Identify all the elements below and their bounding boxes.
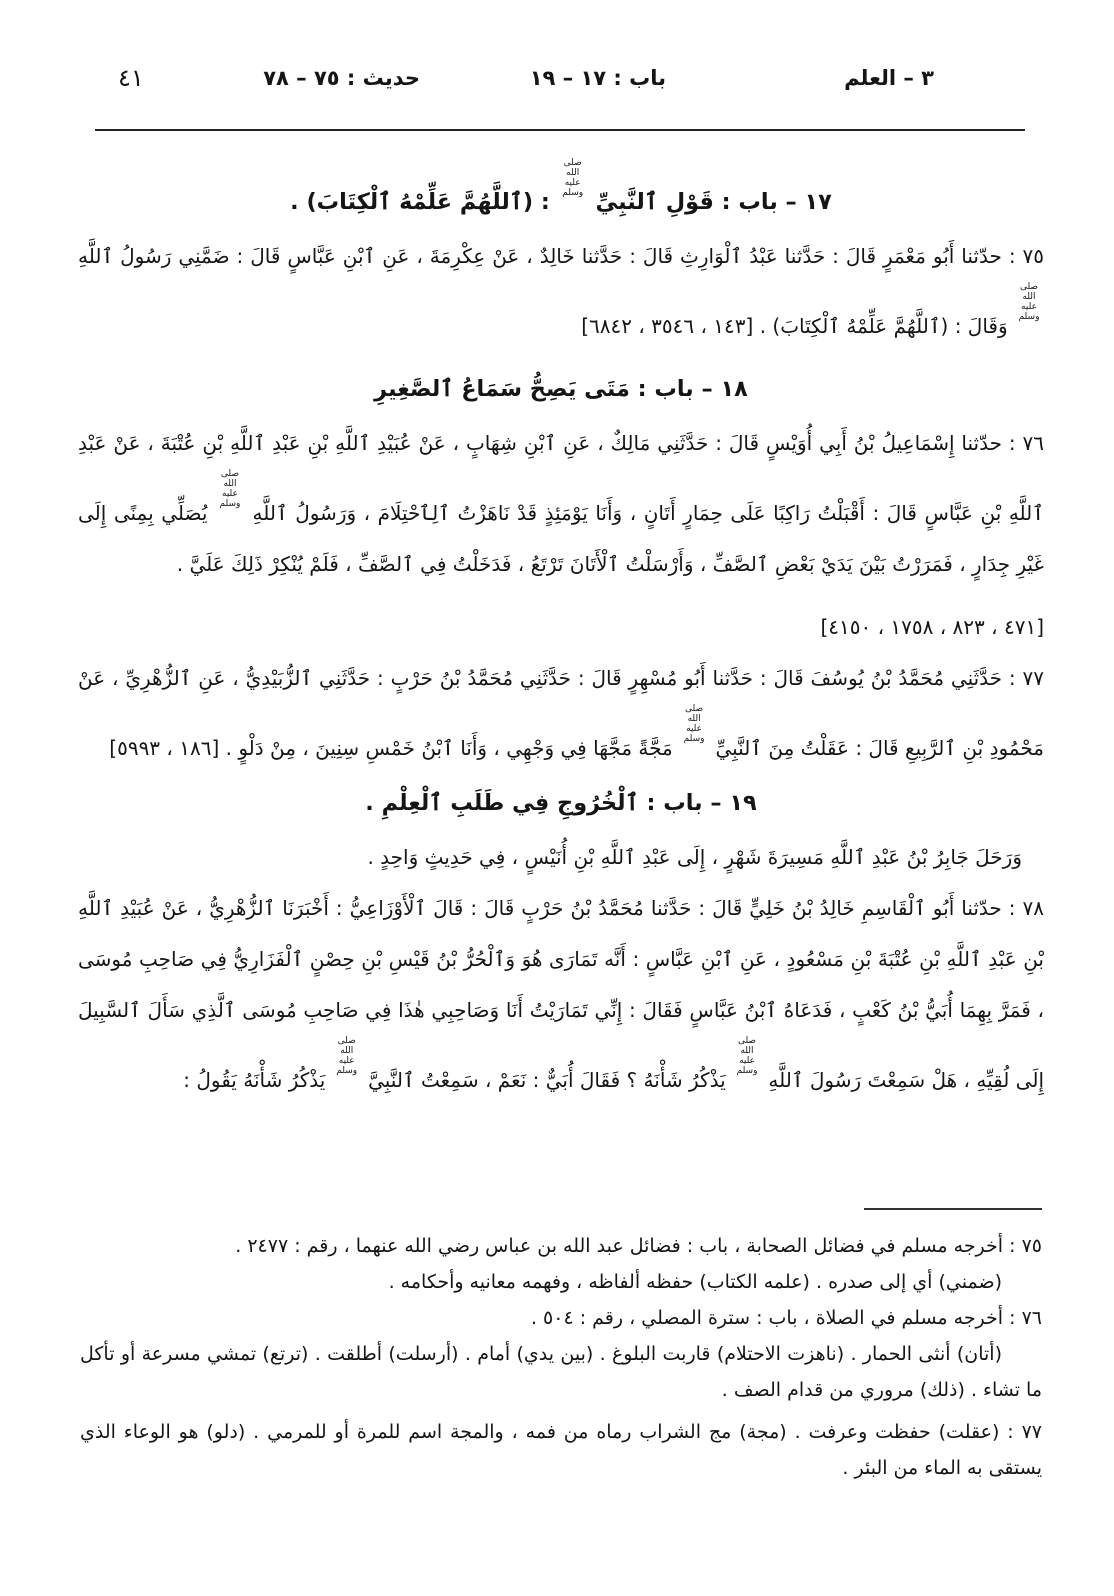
- hadith-references: [١٤٣ ، ٣٥٤٦ ، ٦٨٤٢]: [581, 314, 754, 338]
- bab-number: ١٨ – باب :: [637, 376, 748, 402]
- bab-title: [374, 376, 630, 402]
- footnotes: [80, 1228, 1042, 1486]
- footnote-rule: [864, 1208, 1042, 1210]
- main-text: [78, 158, 1044, 1106]
- footnote-77: [80, 1414, 1042, 1486]
- hadith-76: [78, 418, 1044, 590]
- hadith-number: ٧٨ :: [1008, 896, 1044, 920]
- footnote-number: ٧٦ :: [1009, 1307, 1042, 1329]
- text-run: : (ٱللَّهُمَّ عَلِّمْهُ ٱلْكِتَابَ) .: [290, 189, 558, 215]
- bab-title: [290, 158, 714, 215]
- text-run: حَدَّثَنِي مُحَمَّدُ بْنُ يُوسُفَ قَالَ : حَدَّثنا أَبُو مُسْهِرٍ قَالَ : حَدَّثَنِي مُحَمَّدُ بْنُ حَرْبٍ : حَدَّثَنِي ٱلزُّبَيْدِيُّ ، عَنِ ٱلزُّهْرِيِّ ، عَنْ مَحْمُودِ بْنِ ٱلرَّبِيعِ قَالَ : عَقَلْتُ مِنَ ٱلنَّبِيِّ: [78, 666, 1044, 760]
- hadith-78: [78, 883, 1044, 1106]
- text-run: يَذْكُرُ شَأْنَهُ يَقُولُ :: [183, 1068, 332, 1092]
- footnote-text: أخرجه مسلم في الصلاة ، باب : سترة المصلي ، رقم : ٥٠٤ .: [530, 1307, 1004, 1329]
- text-run: حدّثنا أَبُو ٱلْقَاسِمِ خَالِدُ بْنُ خَلِيٍّ قَالَ : حَدَّثنا مُحَمَّدُ بْنُ حَرْبٍ قَالَ : قَالَ ٱلْأَوْزَاعِيُّ : أَخْبَرَنَا ٱلزُّهْرِيُّ ، عَنْ عُبَيْدِ ٱللَّهِ بْنِ عَبْدِ ٱللَّهِ بْنِ عُتْبَةَ بْنِ مَسْعُودٍ ، عَنِ ٱبْنِ عَبَّاسٍ : أَنَّه تَمَارَى هُوَ وَٱلْحُرُّ بْنُ قَيْسِ بْنِ حِصْنٍ ٱلْفَزَارِيُّ فِي صَاحِبِ مُوسَى ، فَمَرَّ بِهِمَا أُبَيُّ بْنُ كَعْبٍ ، فَدَعَاهُ ٱبْنُ عَبَّاسٍ فَقَالَ : إِنِّي تَمَارَيْتُ أَنَا وَصَاحِبِي هٰذَا فِي صَاحِبِ مُوسَى ٱلَّذِي سَأَلَ ٱلسَّبِيلَ إِلَى لُقِيِّهِ ، هَلْ سَمِعْتَ رَسُولَ ٱللَّهِ: [78, 896, 1044, 1092]
- hadith-number: ٧٦ :: [1008, 431, 1044, 455]
- salawat-mark: صلى الله عليه وسلم: [683, 704, 705, 744]
- bab-17-heading: [78, 158, 1044, 231]
- text-run: ٱلْخُرُوجِ فِي طَلَبِ ٱلْعِلْمِ .: [365, 790, 639, 816]
- bab-title: [365, 790, 638, 816]
- text-run: مَجَّةً مَجَّهَا فِي وَجْهِي ، وَأَنَا ٱبْنُ خَمْسِ سِنِينَ ، مِنْ دَلْوٍ .: [225, 736, 680, 760]
- footnote-number: ٧٥ :: [1009, 1235, 1042, 1257]
- running-header-hadith-range: حديث : ٧٥ – ٧٨: [263, 66, 420, 90]
- bab-number: ١٩ – باب :: [646, 790, 757, 816]
- text-run: يُصَلِّي بِمِنًى إِلَى غَيْرِ جِدَارٍ ، فَمَرَرْتُ بَيْنَ يَدَيْ بَعْضِ ٱلصَّفِّ ، وَأَرْسَلْتُ ٱلْأَتَانَ تَرْتَعُ ، فَدَخَلْتُ فِي ٱلصَّفِّ ، فَلَمْ يُنْكِرْ ذَلِكَ عَلَيَّ .: [78, 501, 1044, 576]
- salawat-mark: صلى الله عليه وسلم: [1018, 282, 1040, 322]
- hadith-number: ٧٧ :: [1008, 666, 1044, 690]
- hadith-text: [78, 896, 1044, 1092]
- hadith-number: ٧٥ :: [1008, 244, 1044, 268]
- text-run: مَتَى يَصِحُّ سَمَاعُ ٱلصَّغِيرِ: [374, 376, 630, 402]
- page-number: ٤١: [118, 64, 144, 92]
- hadith-references: [١٨٦ ، ٥٩٩٣]: [109, 736, 220, 760]
- footnote-76-gloss: (أتان) أنثى الحمار . (ناهزت الاحتلام) قاربت البلوغ . (بين يدي) أمام . (أرسلت) أطلقت . (ترتع) تمشي مسرعة أو تأكل ما تشاء . (ذلك) مروري من قدام الصف .: [80, 1343, 1042, 1401]
- salawat-mark: صلى الله عليه وسلم: [562, 158, 584, 198]
- text-run: وَقَالَ : (ٱللَّهُمَّ عَلِّمْهُ ٱلْكِتَابَ) .: [759, 314, 1014, 338]
- hadith-text: [78, 666, 1044, 760]
- footnote-76-source: [80, 1300, 1042, 1336]
- text-run: حدّثنا إِسْمَاعِيلُ بْنُ أَبِي أُوَيْسٍ قَالَ : حَدَّثَنِي مَالِكٌ ، عَنِ ٱبْنِ شِهَابٍ ، عَنْ عُبَيْدِ ٱللَّهِ بْنِ عَبْدِ ٱللَّهِ بْنِ عُتْبَةَ ، عَنْ عَبْدِ ٱللَّهِ بْنِ عَبَّاسٍ قَالَ : أَقْبَلْتُ رَاكِبًا عَلَى حِمَارٍ أَتَانٍ ، وَأَنَا يَوْمَئِذٍ قَدْ نَاهَزْتُ ٱلِٱحْتِلَامَ ، وَرَسُولُ ٱللَّهِ: [78, 431, 1044, 525]
- salawat-mark: صلى الله عليه وسلم: [336, 1036, 358, 1076]
- hadith-text: [78, 244, 1044, 338]
- hadith-76-references: [٤٧١ ، ٨٢٣ ، ١٧٥٨ ، ٤١٥٠]: [820, 615, 1044, 639]
- footnote-number: ٧٧ :: [1007, 1421, 1043, 1443]
- footnote-text: أخرجه مسلم في فضائل الصحابة ، باب : فضائل عبد الله بن عباس رضي الله عنهما ، رقم : ٢٤٧٧ .: [235, 1235, 1004, 1257]
- bab-number: ١٧ – باب :: [721, 189, 832, 215]
- hadith-text: [78, 431, 1044, 576]
- text-run: حدّثنا أَبُو مَعْمَرٍ قَالَ : حَدَّثنا عَبْدُ ٱلْوَارِثِ قَالَ : حَدَّثنا خَالِدٌ ، عَنْ عِكْرِمَةَ ، عَنِ ٱبْنِ عَبَّاسٍ قَالَ : ضَمَّنِي رَسُولُ ٱللَّهِ: [78, 244, 1002, 268]
- running-header-chapter: ٣ – العلم: [844, 66, 934, 90]
- text-run: قَوْلِ ٱلنَّبِيِّ: [587, 189, 714, 215]
- footnote-75-gloss: (ضمني) أي إلى صدره . (علمه الكتاب) حفظه ألفاظه ، وفهمه معانيه وأحكامه .: [388, 1271, 1002, 1293]
- footnote-text: (عقلت) حفظت وعرفت . (مجة) مج الشراب رماه من فمه ، والمجة اسم للمرة أو للمرمي . (دلو) هو الوعاء الذي يستقى به الماء من البئر .: [80, 1421, 1042, 1479]
- bab-19-heading: [78, 774, 1044, 832]
- hadith-75: [78, 231, 1044, 352]
- salawat-mark: صلى الله عليه وسلم: [736, 1036, 758, 1076]
- bab-18-heading: [78, 360, 1044, 418]
- running-header-bab-range: باب : ١٧ – ١٩: [529, 66, 666, 90]
- hadith-77: [78, 653, 1044, 774]
- footnote-75-source: [80, 1228, 1042, 1264]
- text-run: يَذْكُرُ شَأْنَهُ ؟ فَقَالَ أُبَيٌّ : نَعَمْ ، سَمِعْتُ ٱلنَّبِيَّ: [361, 1068, 733, 1092]
- salawat-mark: صلى الله عليه وسلم: [219, 469, 241, 509]
- bab-19-intro: وَرَحَلَ جَابِرُ بْنُ عَبْدِ ٱللَّهِ مَسِيرَةَ شَهْرٍ ، إِلَى عَبْدِ ٱللَّهِ بْنِ أُنَيْسٍ ، فِي حَدِيثٍ وَاحِدٍ .: [367, 845, 1022, 869]
- header-rule: [95, 129, 1025, 131]
